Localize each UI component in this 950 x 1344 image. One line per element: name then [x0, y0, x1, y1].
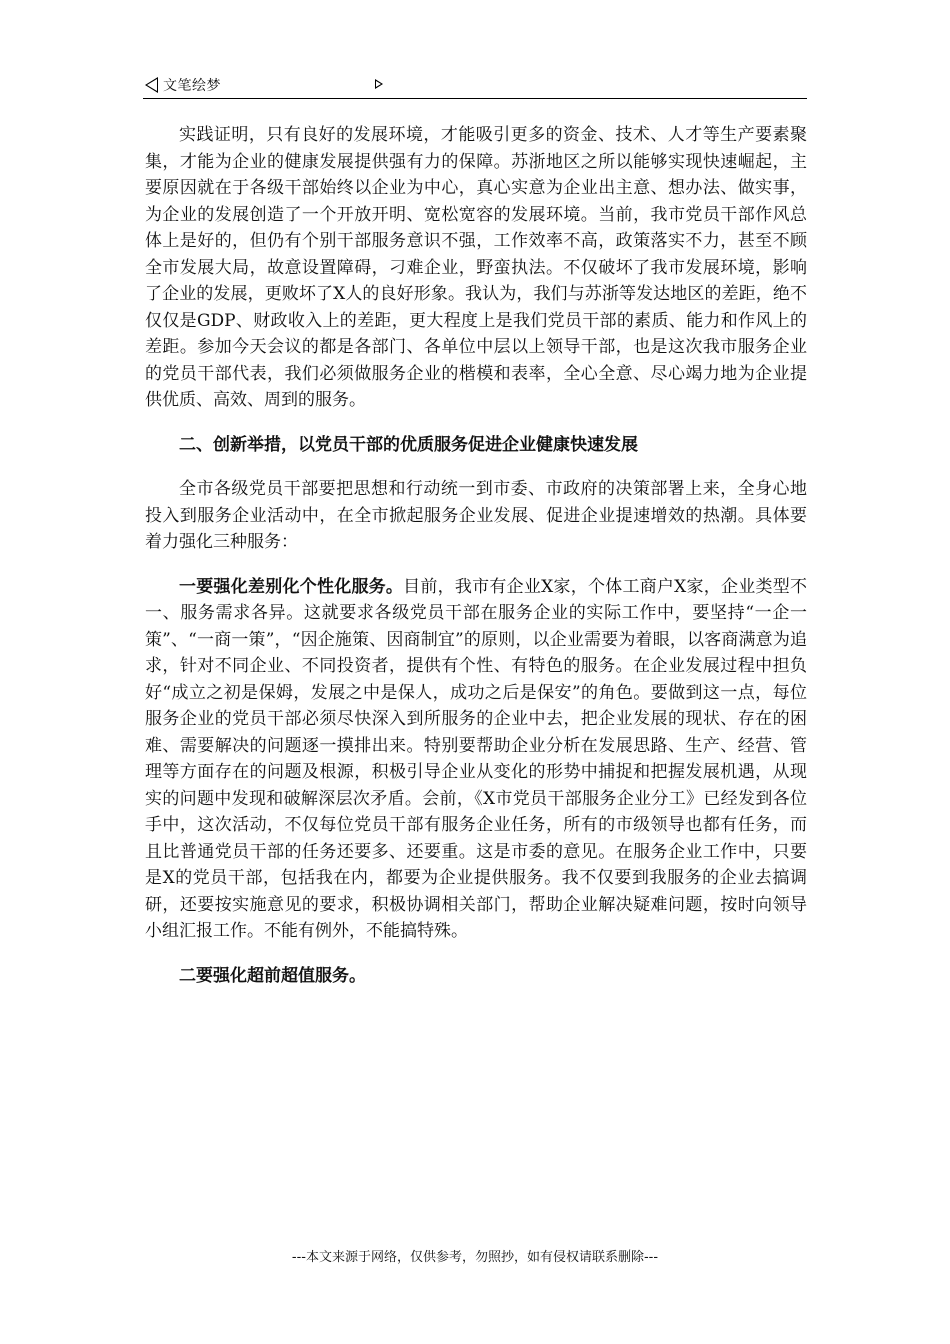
triangle-right-icon	[375, 79, 383, 89]
section-heading-2: 二、创新举措，以党员干部的优质服务促进企业健康快速发展	[179, 434, 638, 455]
paragraph-4	[145, 963, 807, 990]
page-header	[143, 72, 807, 99]
paragraph-4-lead: 二要强化超前超值服务。	[179, 965, 366, 986]
document-body	[145, 122, 807, 989]
paragraph-3	[145, 574, 807, 945]
page-footer: ---本文来源于网络，仅供参考，勿照抄，如有侵权请联系删除---	[291, 1250, 659, 1265]
paragraph-3-lead: 一要强化差别化个性化服务。	[179, 576, 404, 597]
paragraph-3-text: 目前，我市有企业X家，个体工商户X家，企业类型不一、服务需求各异。这就要求各级党员干部在服务企业的实际工作中，要坚持“一企一策”、“一商一策”，“因企施策、因商制宜”的原则，以企业需要为着眼，以客商满意为追求，针对不同企业、不同投资者，提供有个性、有特色的服务。在企业发展过程中担负好“成立之初是保姆，发展之中是保人，成功之后是保安”的角色。要做到这一点，每位服务企业的党员干部必须尽快深入到所服务的企业中去，把企业发展的现状、存在的困难、需要解决的问题逐一摸排出来。特别要帮助企业分析在发展思路、生产、经营、管理等方面存在的问题及根源，积极引导企业从变化的形势中捕捉和把握发展机遇，从现实的问题中发现和破解深层次矛盾。会前，《X市党员干部服务企业分工》已经发到各位手中，这次活动，不仅每位党员干部有服务企业任务，所有的市级领导也都有任务，而且比普通党员干部的任务还要多、还要重。这是市委的意见。在服务企业工作中，只要是X的党员干部，包括我在内，都要为企业提供服务。我不仅要到我服务的企业去搞调研，还要按实施意见的要求，积极协调相关部门，帮助企业解决疑难问题，按时向领导小组汇报工作。不能有例外，不能搞特殊。	[145, 576, 807, 941]
paragraph-2: 全市各级党员干部要把思想和行动统一到市委、市政府的决策部署上来，全身心地投入到服务企业活动中，在全市掀起服务企业发展、促进企业提速增效的热潮。具体要着力强化三种服务：	[145, 479, 807, 552]
triangle-left-icon	[145, 77, 158, 93]
paragraph-1: 实践证明，只有良好的发展环境，才能吸引更多的资金、技术、人才等生产要素聚集，才能为企业的健康发展提供强有力的保障。苏浙地区之所以能够实现快速崛起，主要原因就在于各级干部始终以企业为中心，真心实意为企业出主意、想办法、做实事，为企业的发展创造了一个开放开明、宽松宽容的发展环境。当前，我市党员干部作风总体上是好的，但仍有个别干部服务意识不强，工作效率不高，政策落实不力，甚至不顾全市发展大局，故意设置障碍，刁难企业，野蛮执法。不仅破坏了我市发展环境，影响了企业的发展，更败坏了X人的良好形象。我认为，我们与苏浙等发达地区的差距，绝不仅仅是GDP、财政收入上的差距，更大程度上是我们党员干部的素质、能力和作风上的差距。参加今天会议的都是各部门、各单位中层以上领导干部，也是这次我市服务企业的党员干部代表，我们必须做服务企业的楷模和表率，全心全意、尽心竭力地为企业提供优质、高效、周到的服务。	[145, 125, 807, 410]
brand-title: 文笔绘梦	[163, 78, 221, 94]
